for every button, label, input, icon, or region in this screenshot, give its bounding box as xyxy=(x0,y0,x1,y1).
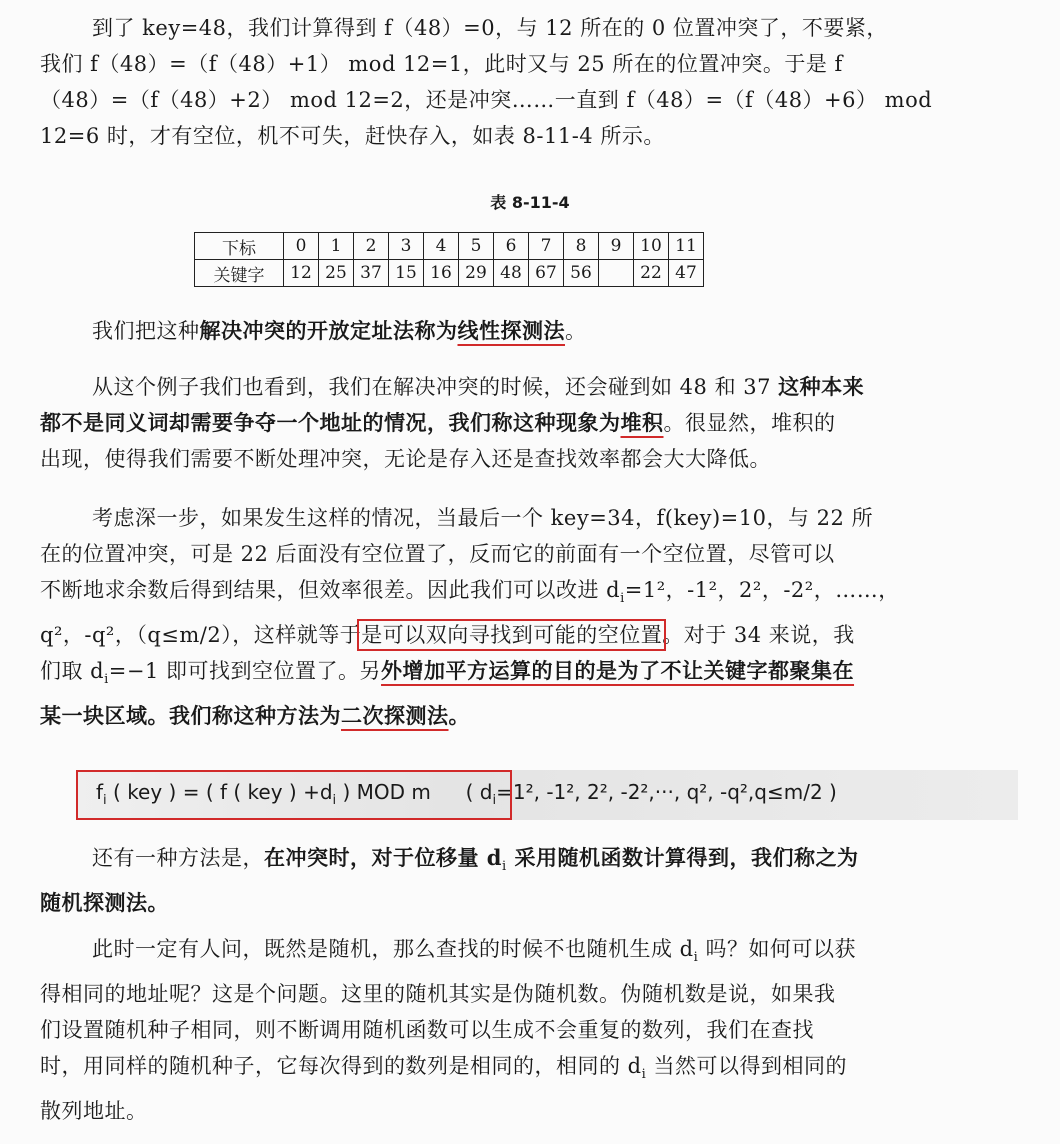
term-clustering: 堆积 xyxy=(620,410,664,435)
table-cell: 8 xyxy=(564,233,599,260)
term-quadratic-probing: 二次探测法 xyxy=(341,703,449,729)
table-cell: 4 xyxy=(424,233,459,260)
table-cell: 9 xyxy=(599,233,634,260)
paragraph-linear-probe-definition: 我们把这种解决冲突的开放定址法称为线性探测法。 xyxy=(92,318,587,343)
table-cell: 37 xyxy=(354,260,389,287)
paragraph-clustering: 从这个例子我们也看到，我们在解决冲突的时候，还会碰到如 48 和 37 这种本来 都不是同义词却需要争夺一个地址的情况，我们称这种现象为堆积。很显然，堆积的 出现，使得我们需要不断处理冲突，无论是存入还是查找效率都会大大降低。 xyxy=(40,374,865,471)
table-cell: 2 xyxy=(354,233,389,260)
table-cell: 0 xyxy=(284,233,319,260)
table-cell: 56 xyxy=(564,260,599,287)
table-cell: 5 xyxy=(459,233,494,260)
table-cell: 11 xyxy=(669,233,704,260)
table-cell: 25 xyxy=(319,260,354,287)
highlight-bidirectional-search: 是可以双向寻找到可能的空位置 xyxy=(361,623,663,648)
table-cell: 16 xyxy=(424,260,459,287)
table-cell: 29 xyxy=(459,260,494,287)
quadratic-probe-formula: $f_i$ ( key ) = ( f ( key ) $+d_i$ ) MOD m ( $d_i=1^2$, -1², 2², -2²,···, q², -q²,q≤m/2 ) xyxy=(96,780,837,808)
table-caption: 表 8-11-4 xyxy=(490,193,570,212)
formula-highlight-box xyxy=(76,770,512,820)
term-random-probing: 随机探测法。 xyxy=(40,890,169,916)
table-cell: 22 xyxy=(634,260,669,287)
table-cell: 3 xyxy=(389,233,424,260)
table-cell: 67 xyxy=(529,260,564,287)
table-cell: 15 xyxy=(389,260,424,287)
table-cell: 10 xyxy=(634,233,669,260)
highlight-square-purpose: 外增加平方运算的目的是为了不让关键字都聚集在 xyxy=(381,658,855,684)
table-cell: 1 xyxy=(319,233,354,260)
table-row-keys xyxy=(195,260,704,287)
table-cell: 7 xyxy=(529,233,564,260)
watermark-decoration xyxy=(750,1024,1030,1144)
table-cell xyxy=(599,260,634,287)
paragraph-pseudo-random: 此时一定有人问，既然是随机，那么查找的时候不也随机生成 $d_i$ 吗？如何可以获 得相同的地址呢？这是个问题。这里的随机其实是伪随机数。伪随机数是说，如果我 们设置随机种子相同，则不断调用随机函数可以生成不会重复的数列，我们在查找 时，用同样的随机种子，它每次得到的数列是相同的，相同的 $d_i$ 当然可以得到相同的 散列地址。 xyxy=(40,937,856,1124)
table-cell: 12 xyxy=(284,260,319,287)
paragraph-linear-probe-example: 到了 key=48，我们计算得到 f（48）=0，与 12 所在的 0 位置冲突了，不要紧， 我们 f（48）=（f（48）+1） mod 12=1，此时又与 25 所在的位置冲突。于是 f （48）=（f（48）+2） mod 12=2，还是冲突……一直到 f（48）=（f（48）+6） mod 12=6 时，才有空位，机不可失，赶快存入，如表 8-11-4 所示。 xyxy=(40,16,933,148)
paragraph-quadratic-probe: 考虑深一步，如果发生这样的情况，当最后一个 key=34，f(key)=10，与 22 所 在的位置冲突，可是 22 后面没有空位置了，反而它的前面有一个空位置，尽管可以 不断地求余数后得到结果，但效率很差。因此我们可以改进 $d_i=1^2$，-1²，2²，-2²，……， q²，-q²，（q≤m/2），这样就等于是可以双向寻找到可能的空位置。对于 34 来说，我 们取 $d_i=-1$ 即可找到空位置了。另外增加平方运算的目的是为了不让关键字都聚集在 某一块区域。我们称这种方法为二次探测法。 xyxy=(40,506,900,729)
table-header-cell: 关键字 xyxy=(195,260,284,287)
table-cell: 6 xyxy=(494,233,529,260)
table-header-cell: 下标 xyxy=(195,233,284,260)
term-linear-probing: 线性探测法 xyxy=(457,318,565,343)
table-cell: 47 xyxy=(669,260,704,287)
hash-table xyxy=(194,232,704,287)
table-cell: 48 xyxy=(494,260,529,287)
table-row-index xyxy=(195,233,704,260)
paragraph-random-probe: 还有一种方法是，在冲突时，对于位移量 $d_i$ 采用随机函数计算得到，我们称之为 随机探测法。 xyxy=(40,845,859,916)
